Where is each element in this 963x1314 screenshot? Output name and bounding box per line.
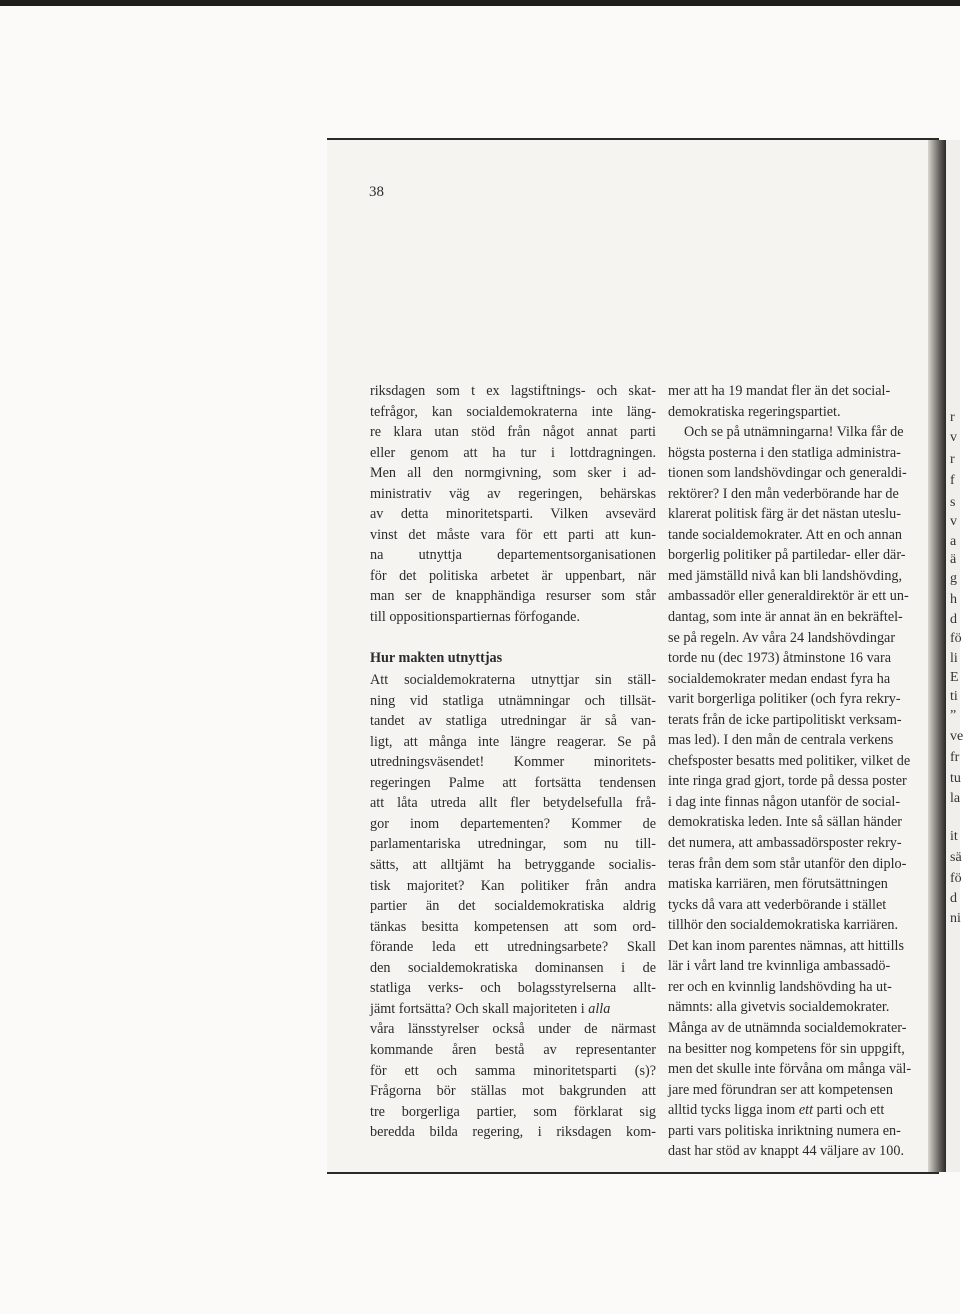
- next-page-fragment: s: [950, 495, 956, 510]
- next-page-fragment: fr: [950, 750, 960, 765]
- next-page-fragment: a: [950, 534, 957, 549]
- text-line: i dag inte finnas någon utanför de social-: [668, 793, 901, 810]
- text-line: att låta utreda allt fler betydelsefulla frå-: [370, 795, 656, 812]
- text-line: till oppositionspartiernas förfogande.: [370, 609, 581, 626]
- text-line: socialdemokrater medan endast fyra ha: [668, 670, 891, 687]
- section-heading: Hur makten utnyttjas: [370, 649, 503, 666]
- text-line: ambassadör eller generaldirektör är ett un-: [668, 588, 909, 605]
- text-line: rer och en kvinnlig landshövding ha ut-: [668, 978, 892, 995]
- next-page-fragment: h: [950, 592, 957, 607]
- text-line: ligt, att många inte längre reagerar. Se på: [370, 733, 656, 750]
- italic-word: ett: [798, 1102, 814, 1119]
- text-line: Och se på utnämningarna! Vilka får de: [684, 424, 904, 441]
- text-line: parti vars politiska inriktning numera en-: [668, 1122, 901, 1139]
- text-line: mas led). I den mån de centrala verkens: [668, 732, 894, 749]
- left-text-column: [370, 381, 656, 1143]
- text-line: na besitter nog kompetens för sin uppgift,: [668, 1040, 905, 1057]
- text-line: högsta posterna i den statliga administra-: [668, 444, 901, 461]
- text-line: teras från dem som står utanför den diplo-: [668, 855, 907, 872]
- text-line: demokratiska regeringspartiet.: [668, 403, 841, 420]
- text-fragment: jämt fortsätta? Och skall majoriteten i: [370, 1000, 589, 1017]
- text-line: tycks då vara att vederbörande i stället: [668, 896, 887, 913]
- text-line: riksdagen som t ex lagstiftnings- och skat-: [370, 383, 656, 399]
- text-line: men det skulle inte förvåna om många väl-: [668, 1061, 912, 1078]
- text-line: eller genom att ha tur i lottdragningen.: [370, 444, 656, 461]
- text-line: beredda bilda regering, i riksdagen kom-: [370, 1124, 656, 1141]
- text-line: tisk majoritet? Kan politiker från andra: [370, 877, 656, 894]
- text-line: förande leda ett utredningsarbete? Skall: [370, 939, 656, 956]
- text-line: se på regeln. Av våra 24 landshövdingar: [668, 629, 896, 646]
- text-line: inte ringa grad gjort, torde på dessa poster: [668, 773, 907, 790]
- text-line: kommande åren bestå av representanter: [370, 1041, 656, 1058]
- next-page-fragment: ti: [950, 689, 958, 704]
- text-line: dast har stöd av knappt 44 väljare av 100.: [668, 1143, 904, 1160]
- text-line: Frågorna bör ställas mot bakgrunden att: [370, 1083, 656, 1100]
- text-line: det numera, att ambassadörsposter rekry-: [668, 835, 902, 852]
- next-page-fragment: v: [950, 430, 957, 445]
- next-page-fragment: r: [950, 452, 955, 467]
- text-line: dantag, som inte är annat än en bekräftel-: [668, 609, 903, 626]
- text-line: borgerlig politiker på partiledar- eller där-: [668, 547, 906, 564]
- text-line: man ser de knapphändiga resurser som står: [370, 588, 656, 605]
- text-line: utredningsväsendet! Kommer minoritets-: [370, 754, 656, 771]
- text-line: den socialdemokratiska dominansen i de: [370, 959, 656, 976]
- text-line: statliga verks- och bolagsstyrelserna allt-: [370, 980, 656, 997]
- book-gutter-shadow: [928, 140, 946, 1172]
- text-line: [668, 1100, 930, 1121]
- text-line: demokratiska leden. Inte så sällan händer: [668, 814, 903, 831]
- text-line: ministrativ väg av regeringen, behärskas: [370, 485, 656, 502]
- text-line: av detta minoritetsparti. Vilken avsevärd: [370, 506, 656, 523]
- text-line: jare med förundran ser att kompetensen: [668, 1081, 893, 1098]
- text-line: Många av de utnämnda socialdemokrater-: [668, 1019, 907, 1036]
- next-page-fragment: sä: [950, 850, 962, 865]
- text-line: ning vid statliga utnämningar och tillsät-: [370, 692, 656, 709]
- text-line: mer att ha 19 mandat fler än det social-: [668, 383, 891, 399]
- text-line: lär i vårt land tre kvinnliga ambassadö-: [668, 958, 891, 975]
- right-text-column: [668, 381, 930, 1162]
- text-line: regeringen Palme att fortsätta tendensen: [370, 774, 656, 791]
- text-line: sätts, att alltjämt ha betryggande socialis-: [370, 857, 656, 874]
- text-line: rektörer? I den mån vederbörande har de: [668, 485, 899, 502]
- text-line: vinst det måste vara för ett parti att kun-: [370, 526, 656, 543]
- next-page-fragment: la: [950, 791, 961, 806]
- text-line: för det politiska arbetet är uppenbart, när: [370, 567, 656, 584]
- text-line: tionen som landshövdingar och generaldi-: [668, 465, 907, 482]
- next-page-fragment: fö: [950, 631, 962, 646]
- next-page-edge: [946, 140, 963, 1172]
- next-page-fragment: E: [950, 670, 959, 685]
- next-page-fragment: ä: [950, 552, 957, 567]
- next-page-fragment: v: [950, 514, 957, 529]
- text-line: nämnts: alla givetvis socialdemokrater.: [668, 999, 890, 1016]
- next-page-fragment: fö: [950, 871, 962, 886]
- next-page-fragment: d: [950, 612, 957, 627]
- text-line: tänkas besitta kompetensen att som ord-: [370, 918, 656, 935]
- text-fragment: parti och ett: [813, 1102, 885, 1119]
- italic-word: alla: [588, 1000, 611, 1017]
- next-page-fragment: ni: [950, 911, 961, 926]
- text-line: klarerat politisk färg är det nästan uteslu-: [668, 506, 901, 523]
- text-line: tre borgerliga partier, som förklarat sig: [370, 1103, 656, 1120]
- next-page-fragment: it: [950, 829, 958, 844]
- text-line: med jämställd nivå kan bli landshövding,: [668, 567, 903, 584]
- next-page-fragment: tu: [950, 771, 961, 786]
- next-page-fragment: g: [950, 571, 957, 586]
- text-line: våra länsstyrelser också under de närmast: [370, 1021, 656, 1038]
- text-line: gor inom departementen? Kommer de: [370, 815, 656, 832]
- next-page-fragment: f: [950, 473, 955, 488]
- text-line: terats från de icke partipolitiskt verksam-: [668, 711, 902, 728]
- next-page-fragment: ve: [950, 729, 963, 744]
- next-page-fragment: li: [950, 651, 958, 666]
- text-fragment: alltid tycks ligga inom: [668, 1102, 799, 1119]
- text-line: re klara utan stöd från något annat parti: [370, 424, 656, 441]
- text-line: varit borgerliga politiker (och fyra rekry-: [668, 691, 901, 708]
- next-page-fragment: ”: [950, 708, 957, 723]
- text-line: torde nu (dec 1973) åtminstone 16 vara: [668, 650, 891, 667]
- text-line: Att socialdemokraterna utnyttjar sin ställ-: [370, 672, 656, 689]
- text-line: na utnyttja departementsorganisationen: [370, 547, 656, 564]
- scan-top-border: [0, 0, 960, 6]
- text-line: tandet av statliga utredningar är så van-: [370, 713, 656, 730]
- text-line: [370, 999, 656, 1020]
- text-line: partier än det socialdemokratiska aldrig: [370, 898, 656, 915]
- text-line: tande socialdemokrater. Att en och annan: [668, 526, 903, 543]
- text-line: tillhör den socialdemokratiska karriären.: [668, 917, 899, 934]
- text-line: Det kan inom parentes nämnas, att hittills: [668, 937, 905, 954]
- text-line: Men all den normgivning, som sker i ad-: [370, 465, 656, 482]
- text-line: matiska karriären, men förutsättningen: [668, 876, 888, 893]
- page-number: 38: [369, 184, 384, 200]
- text-line: parlamentariska utredningar, som nu till-: [370, 836, 656, 853]
- next-page-fragment: d: [950, 891, 957, 906]
- text-line: tefrågor, kan socialdemokraterna inte läng-: [370, 403, 656, 420]
- text-line: chefsposter besatts med politiker, vilket de: [668, 752, 911, 769]
- text-line: för ett och samma minoritetsparti (s)?: [370, 1062, 656, 1079]
- next-page-fragment: r: [950, 410, 955, 425]
